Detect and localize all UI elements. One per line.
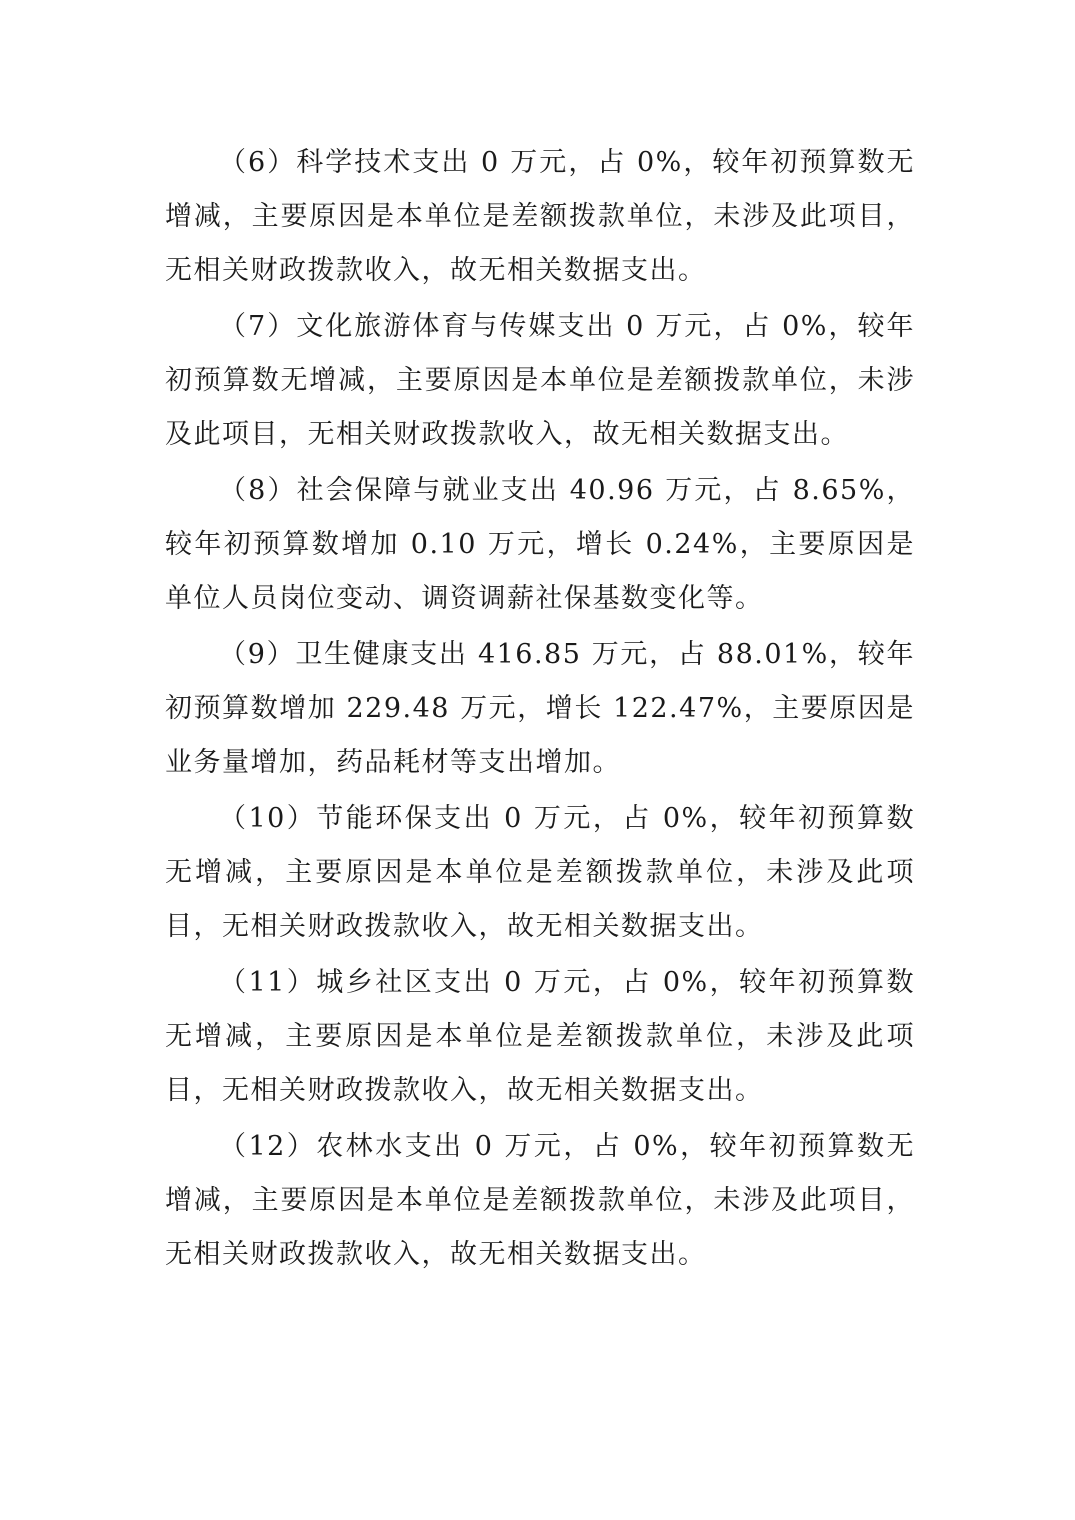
paragraph-culture-tourism-sports-media: （7）文化旅游体育与传媒支出 0 万元，占 0%，较年初预算数无增减，主要原因是本单位是差额拨款单位，未涉及此项目，无相关财政拨款收入，故无相关数据支出。 [165,311,915,450]
paragraph-urban-rural-community: （11）城乡社区支出 0 万元，占 0%，较年初预算数无增减，主要原因是本单位是差额拨款单位，未涉及此项目，无相关财政拨款收入，故无相关数据支出。 [165,967,915,1106]
document-body [165,136,915,1284]
paragraph-social-security-employment: （8）社会保障与就业支出 40.96 万元，占 8.65%，较年初预算数增加 0.10 万元，增长 0.24%，主要原因是单位人员岗位变动、调资调薪社保基数变化等。 [165,475,915,614]
paragraph-agriculture-forestry-water: （12）农林水支出 0 万元，占 0%，较年初预算数无增减，主要原因是本单位是差额拨款单位，未涉及此项目，无相关财政拨款收入，故无相关数据支出。 [165,1131,915,1270]
paragraph-energy-environment: （10）节能环保支出 0 万元，占 0%，较年初预算数无增减，主要原因是本单位是差额拨款单位，未涉及此项目，无相关财政拨款收入，故无相关数据支出。 [165,803,915,942]
paragraph-science-technology: （6）科学技术支出 0 万元，占 0%，较年初预算数无增减，主要原因是本单位是差额拨款单位，未涉及此项目，无相关财政拨款收入，故无相关数据支出。 [165,147,915,286]
paragraph-health: （9）卫生健康支出 416.85 万元，占 88.01%，较年初预算数增加 229.48 万元，增长 122.47%，主要原因是业务量增加，药品耗材等支出增加。 [165,639,915,778]
